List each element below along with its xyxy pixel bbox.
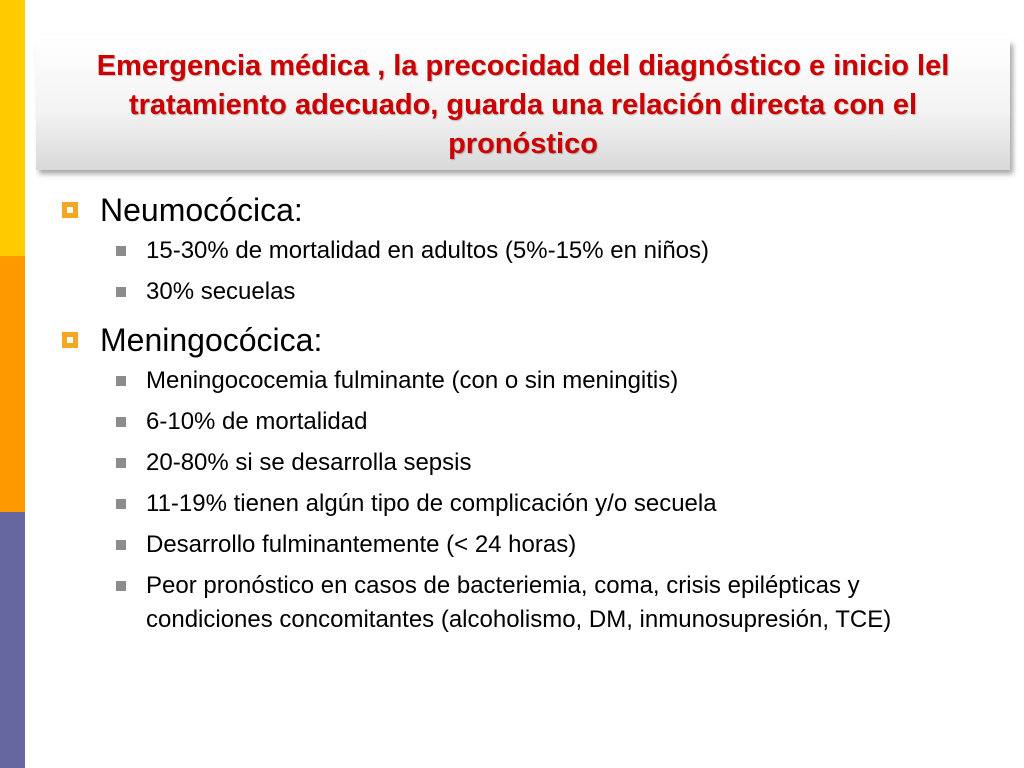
section-heading-row [62, 186, 992, 234]
list-item [116, 446, 992, 480]
title-box [36, 40, 1010, 170]
square-bullet-icon [62, 332, 78, 348]
square-bullet-small-icon [116, 499, 126, 509]
section-heading: Neumocócica: [100, 191, 303, 228]
bullet-list [62, 234, 992, 309]
section-neumococica [62, 186, 992, 309]
slide-content [62, 186, 992, 644]
bullet-list [62, 364, 992, 637]
slide-title: Emergencia médica , la precocidad del diagnóstico e inicio lel tratamiento adecuado, guarda una relación directa con el pronóstico [96, 49, 950, 160]
square-bullet-small-icon [116, 540, 126, 550]
section-heading-row [62, 316, 992, 364]
square-bullet-small-icon [116, 246, 126, 256]
list-item [116, 364, 992, 398]
list-item-text: 6-10% de mortalidad [146, 408, 368, 435]
sidebar-decoration [0, 0, 25, 768]
section-meningococica [62, 316, 992, 637]
square-bullet-small-icon [116, 287, 126, 297]
sidebar-band-yellow [0, 0, 25, 256]
list-item-text: Meningococemia fulminante (con o sin meningitis) [146, 367, 679, 394]
sidebar-band-orange [0, 256, 25, 512]
square-bullet-small-icon [116, 376, 126, 386]
list-item [116, 405, 992, 439]
square-bullet-small-icon [116, 458, 126, 468]
list-item [116, 487, 992, 521]
list-item-text: Desarrollo fulminantemente (< 24 horas) [146, 531, 577, 558]
list-item-text: 30% secuelas [146, 278, 296, 305]
list-item [116, 275, 992, 309]
sidebar-band-purple [0, 512, 25, 768]
section-heading: Meningocócica: [100, 321, 323, 358]
list-item-text: 11-19% tienen algún tipo de complicación y/o secuela [146, 490, 717, 517]
square-bullet-small-icon [116, 581, 126, 591]
list-item-text: 15-30% de mortalidad en adultos (5%-15% en niños) [146, 237, 710, 264]
list-item-text: 20-80% si se desarrolla sepsis [146, 449, 472, 476]
list-item [116, 234, 992, 268]
list-item [116, 528, 992, 562]
square-bullet-icon [62, 202, 78, 218]
list-item [116, 569, 992, 637]
list-item-text: Peor pronóstico en casos de bacteriemia, coma, crisis epilépticas y condiciones concomitantes (alcoholismo, DM, inmunosupresión, TCE) [146, 572, 892, 633]
square-bullet-small-icon [116, 417, 126, 427]
